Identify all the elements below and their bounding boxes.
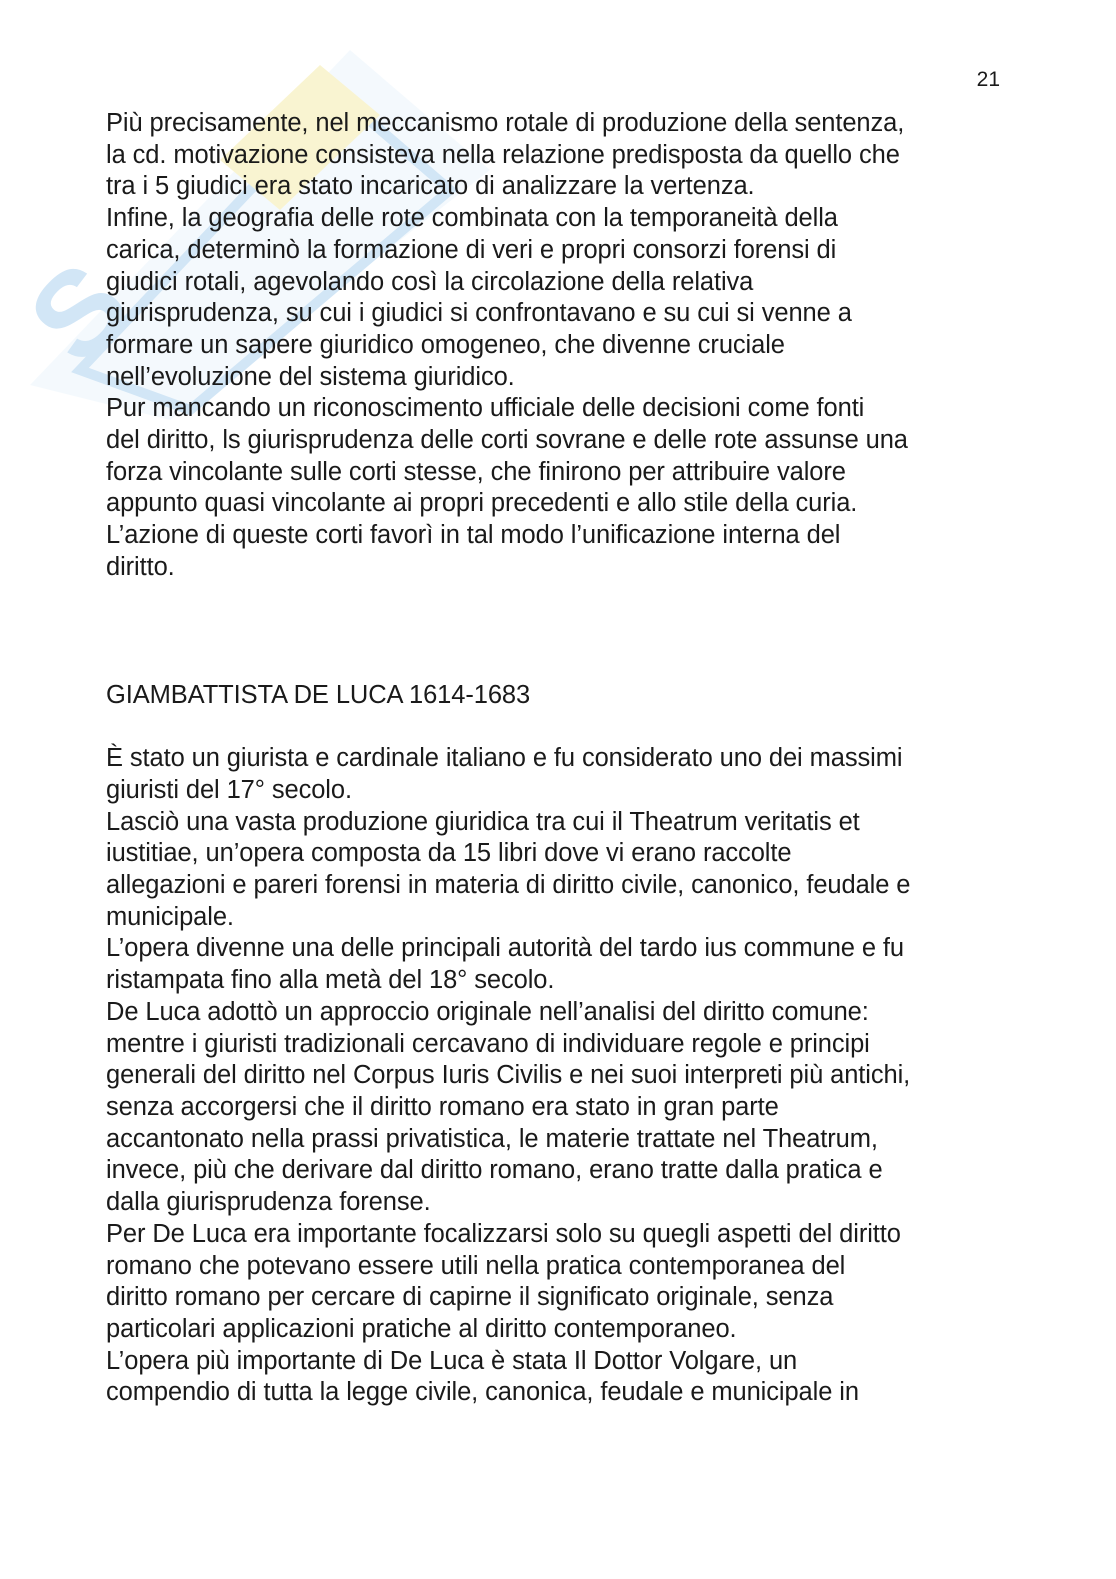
paragraph: L’opera divenne una delle principali autorità del tardo ius commune e fu ristampata fino alla metà del 18° secolo. — [106, 934, 904, 995]
paragraph: Lasciò una vasta produzione giuridica tra cui il Theatrum veritatis et iustitiae, un’opera composta da 15 libri dove vi erano raccolte allegazioni e pareri forensi in materia di diritto civile, canonico, feudale e municipale. — [106, 807, 911, 931]
heading-gap — [106, 711, 1006, 743]
section-gap — [106, 584, 1006, 680]
paragraph: È stato un giurista e cardinale italiano e fu considerato uno dei massimi giuristi del 17° secolo. — [106, 744, 903, 804]
svg-text:S: S — [3, 237, 155, 389]
paragraph: Più precisamente, nel meccanismo rotale di produzione della sentenza, la cd. motivazione consisteva nella relazione predisposta da quello che tra i 5 giudici era stato incaricato di analizzare la vertenza. — [106, 109, 905, 201]
paragraph: De Luca adottò un approccio originale nell’analisi del diritto comune: mentre i giuristi tradizionali cercavano di individuare regole e principi generali del diritto nel Corpus Iuris Civilis e nei suoi interpreti più antichi, senza accorgersi che il diritto romano era stato in gran parte accantonato nella prassi privatistica, le materie trattate nel Theatrum, invece, più che derivare dal diritto romano, erano tratte dalla pratica e dalla giurisprudenza forense. — [106, 997, 911, 1217]
paragraph: Infine, la geografia delle rote combinata con la temporaneità della carica, determinò la formazione di veri e propri consorzi forensi di giudici rotali, agevolando così la circolazione della relativa giurisprudenza, su cui i giudici si confrontavano e su cui si venne a formare un sapere giuridico omogeneo, che divenne cruciale nell’evoluzione del sistema giuridico. — [106, 204, 852, 391]
paragraph: L’azione di queste corti favorì in tal modo l’unificazione interna del diritto. — [106, 521, 841, 581]
section-heading: GIAMBATTISTA DE LUCA 1614-1683 — [106, 680, 531, 709]
paragraph: L’opera più importante di De Luca è stata Il Dottor Volgare, un compendio di tutta la legge civile, canonica, feudale e municipale in — [106, 1346, 859, 1407]
page-number: 21 — [976, 68, 1000, 91]
page-content — [106, 108, 1006, 1409]
paragraph: Pur mancando un riconoscimento ufficiale delle decisioni come fonti del diritto, ls giurisprudenza delle corti sovrane e delle rote assunse una forza vincolante sulle corti stesse, che finirono per attribuire valore appunto quasi vincolante ai propri precedenti e allo stile della curia. — [106, 394, 908, 518]
paragraph: Per De Luca era importante focalizzarsi solo su quegli aspetti del diritto romano che potevano essere utili nella pratica contemporanea del diritto romano per cercare di capirne il significato originale, senza particolari applicazioni pratiche al diritto contemporaneo. — [106, 1219, 901, 1343]
